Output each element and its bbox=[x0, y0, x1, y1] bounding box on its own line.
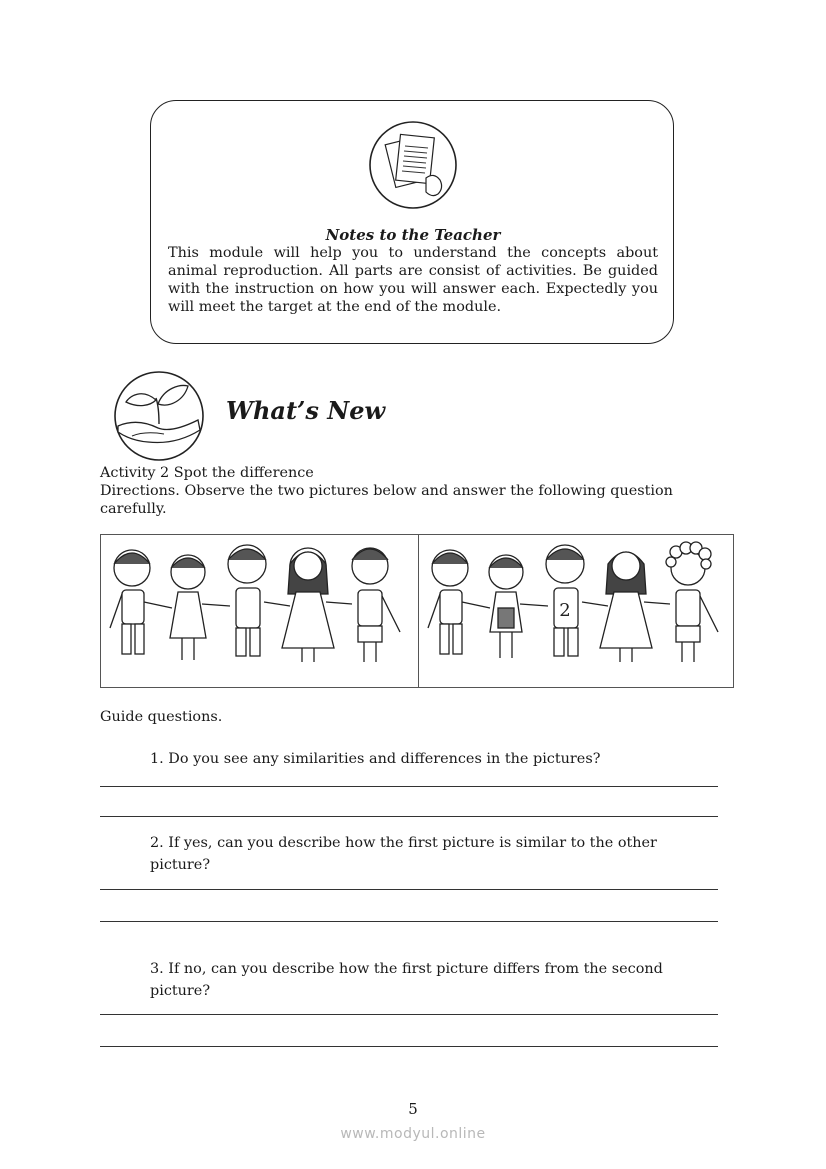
answer-line[interactable] bbox=[100, 1014, 718, 1015]
papers-hand-icon bbox=[368, 120, 458, 210]
answer-line[interactable] bbox=[100, 889, 718, 890]
children-picture-left bbox=[104, 538, 414, 684]
question-3: 3. If no, can you describe how the first picture differs from the second picture? bbox=[150, 961, 663, 999]
watermark: www.modyul.online bbox=[340, 1126, 486, 1142]
notes-body: This module will help you to understand the concepts about animal reproduction. All parts are consist of activities. Be guided with the instruction on how you will answer each. Expectedly you will meet the target at the end of the module. bbox=[168, 245, 658, 315]
answer-line[interactable] bbox=[100, 786, 718, 787]
page-number: 5 bbox=[408, 1100, 418, 1118]
answer-line[interactable] bbox=[100, 921, 718, 922]
children-picture-right bbox=[424, 538, 730, 684]
directions-text: Directions. Observe the two pictures below and answer the following question carefully. bbox=[100, 483, 673, 517]
plant-in-hand-icon bbox=[112, 370, 206, 462]
activity-title: Activity 2 Spot the difference bbox=[100, 465, 314, 481]
jersey-number: 2 bbox=[559, 600, 571, 621]
notes-title: Notes to the Teacher bbox=[325, 226, 501, 244]
guide-heading: Guide questions. bbox=[100, 709, 223, 725]
answer-line[interactable] bbox=[100, 1046, 718, 1047]
question-1: 1. Do you see any similarities and differences in the pictures? bbox=[150, 751, 601, 767]
answer-line[interactable] bbox=[100, 816, 718, 817]
picture-divider bbox=[418, 534, 419, 688]
section-title: What’s New bbox=[226, 396, 386, 425]
question-2: 2. If yes, can you describe how the first picture is similar to the other picture? bbox=[150, 835, 657, 873]
